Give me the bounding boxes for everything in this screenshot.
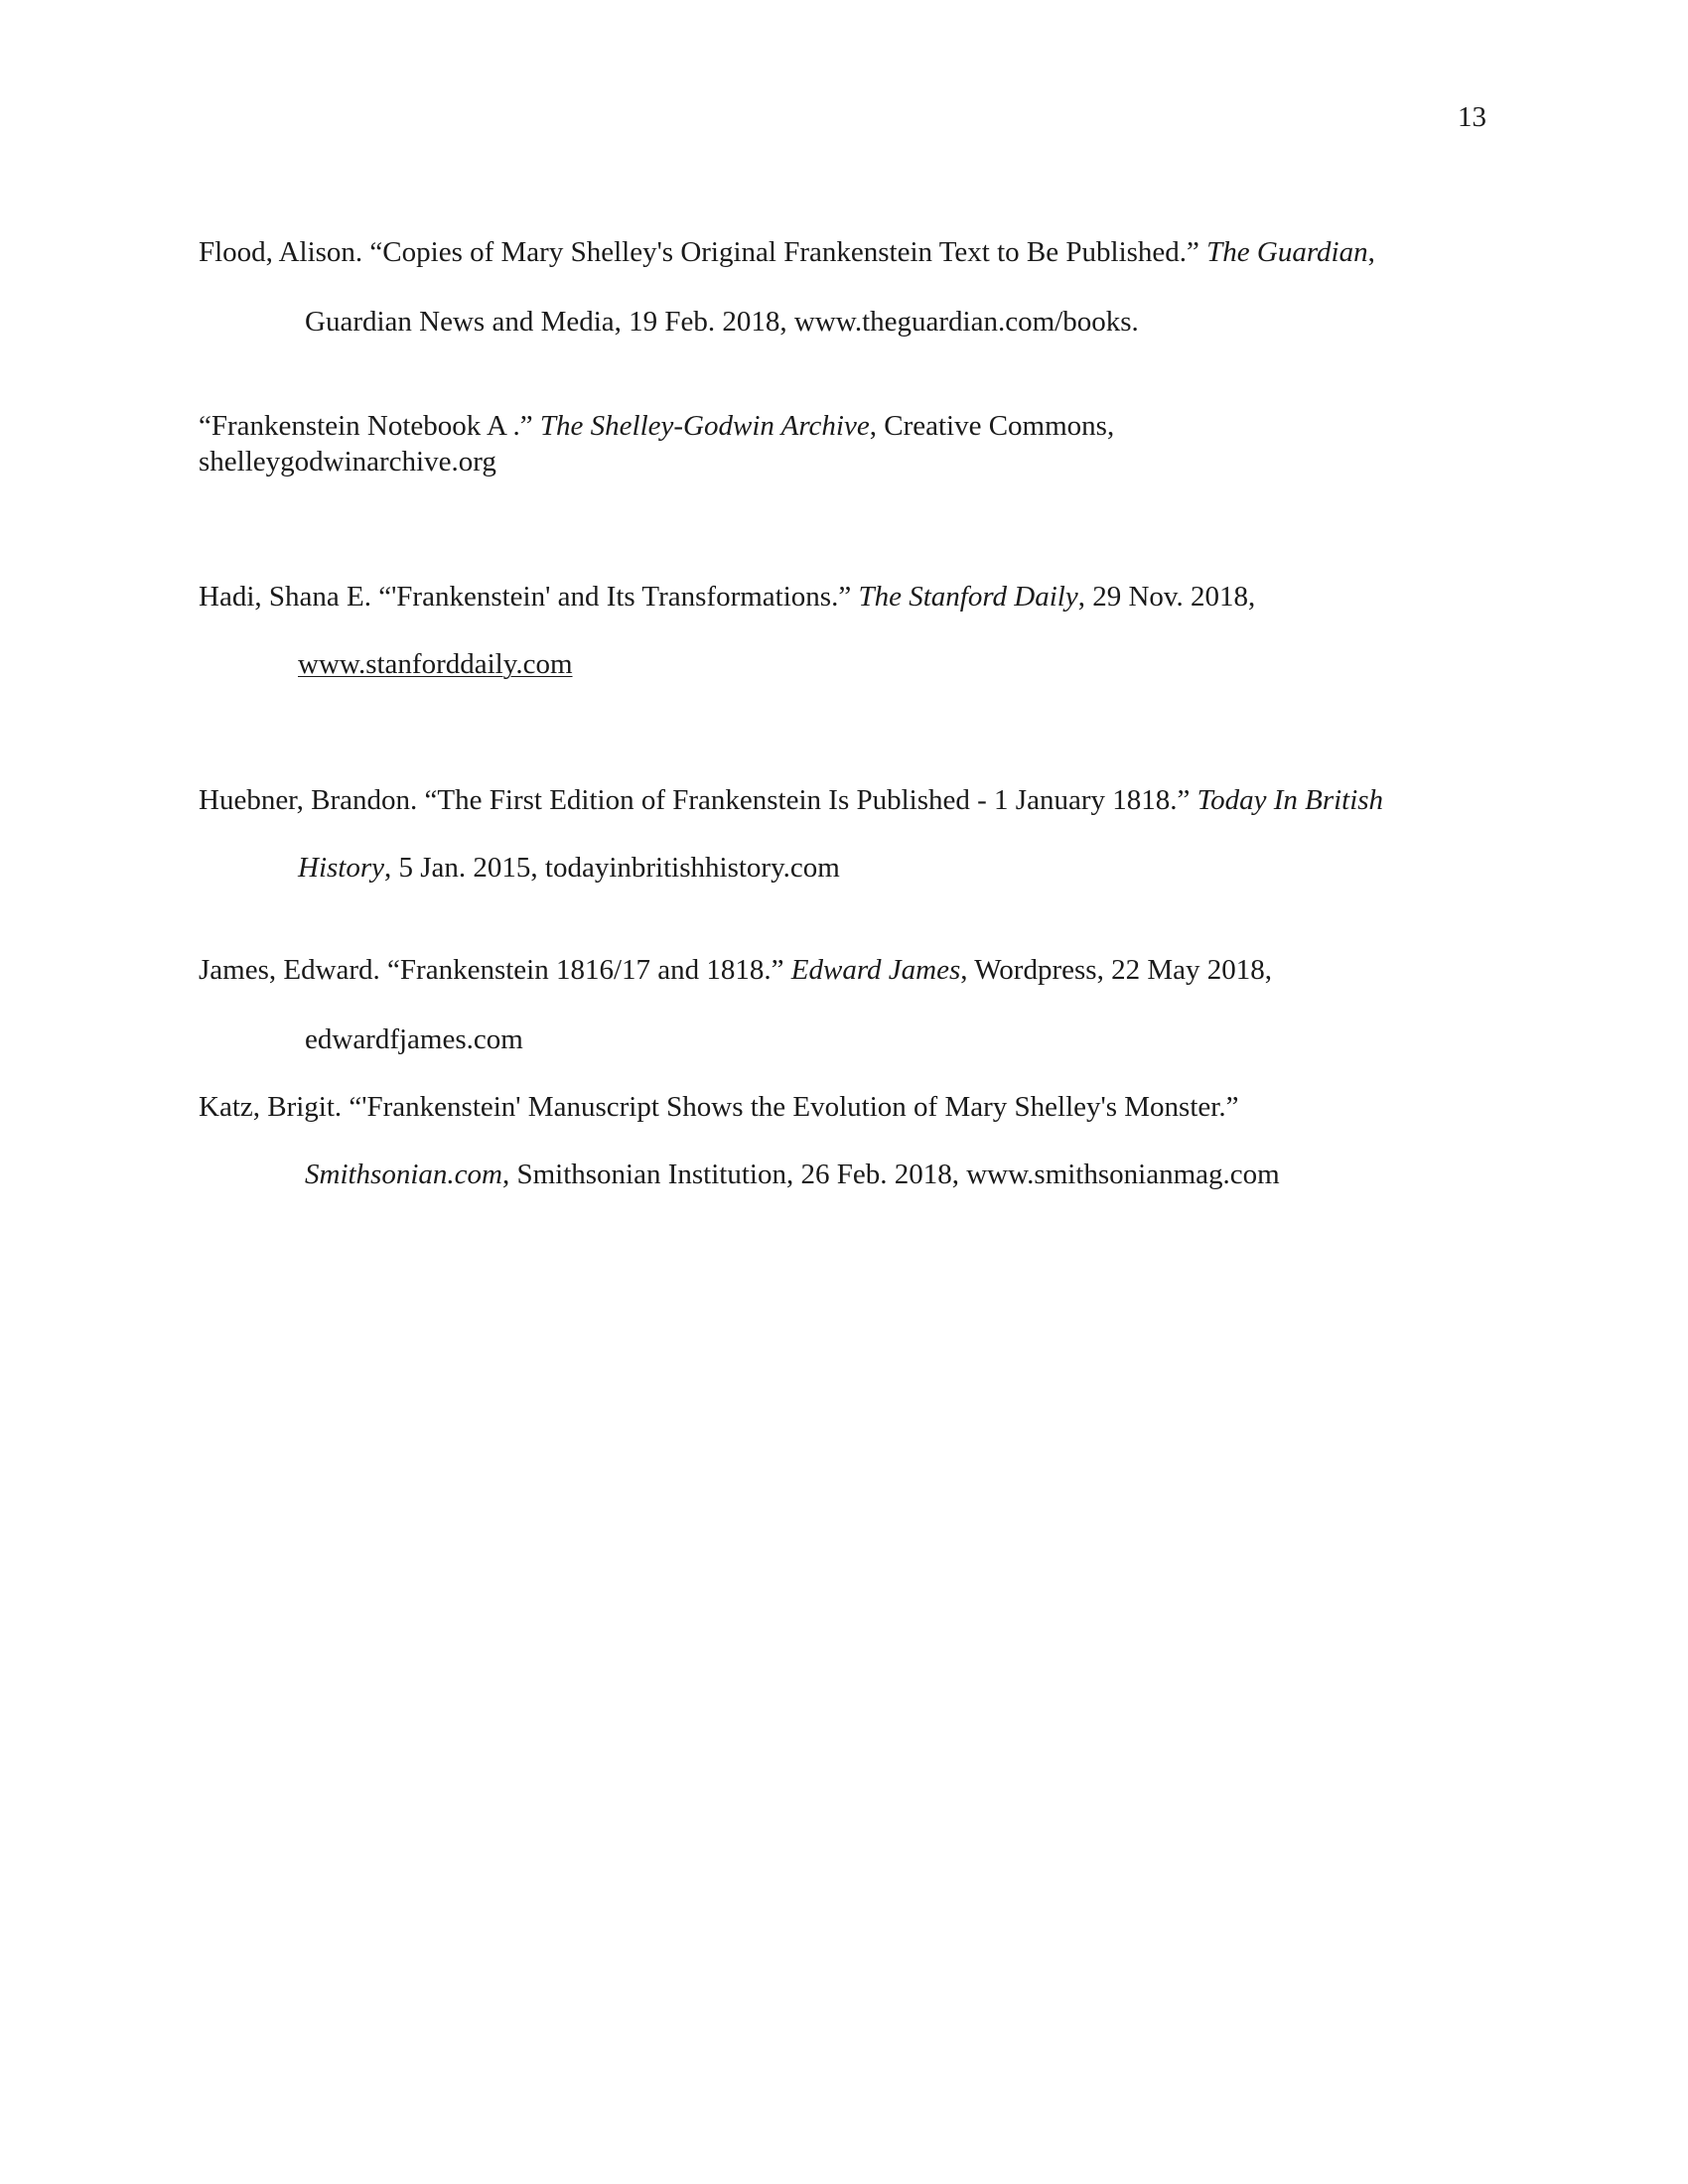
citation-katz-line-2 bbox=[305, 1160, 1280, 1189]
citation-huebner-line-1 bbox=[199, 786, 1383, 815]
citation-text: James, Edward. “Frankenstein 1816/17 and 1818.” bbox=[199, 954, 791, 986]
citation-notebook-line-1 bbox=[199, 412, 1114, 441]
citation-source-title: Edward James bbox=[790, 954, 961, 986]
citation-text: , 29 Nov. 2018, bbox=[1077, 581, 1256, 613]
citation-flood-line-2: Guardian News and Media, 19 Feb. 2018, www.theguardian.com/books. bbox=[305, 306, 1139, 338]
citation-source-title: Smithsonian.com bbox=[305, 1159, 502, 1190]
citation-hadi-line-1 bbox=[199, 583, 1255, 612]
citation-hadi-line-2 bbox=[298, 650, 573, 679]
citation-text: , 5 Jan. 2015, todayinbritishhistory.com bbox=[384, 852, 840, 884]
citation-text: , bbox=[1367, 236, 1375, 268]
citation-url-link[interactable]: www.stanforddaily.com bbox=[298, 648, 573, 680]
citation-text: Huebner, Brandon. “The First Edition of Frankenstein Is Published - 1 January 1818.” bbox=[199, 784, 1197, 816]
page-number: 13 bbox=[1458, 101, 1486, 133]
citation-flood-line-1 bbox=[199, 238, 1375, 267]
citation-text: , Smithsonian Institution, 26 Feb. 2018, www.smithsonianmag.com bbox=[501, 1159, 1280, 1190]
citation-source-title: The Guardian bbox=[1206, 236, 1368, 268]
citation-text: , Creative Commons, bbox=[869, 410, 1115, 442]
citation-text: , Wordpress, 22 May 2018, bbox=[960, 954, 1272, 986]
citation-james-line-2: edwardfjames.com bbox=[305, 1024, 523, 1055]
citation-source-title: The Stanford Daily bbox=[858, 581, 1078, 613]
citation-text: Flood, Alison. “Copies of Mary Shelley's Original Frankenstein Text to Be Published.” bbox=[199, 236, 1207, 268]
citation-source-title: History bbox=[298, 852, 384, 884]
citation-source-title: The Shelley-Godwin Archive bbox=[539, 410, 870, 442]
citation-james-line-1 bbox=[199, 956, 1272, 985]
citation-notebook-line-2: shelleygodwinarchive.org bbox=[199, 446, 496, 478]
citation-source-title: Today In British bbox=[1196, 784, 1384, 816]
citation-text: “Frankenstein Notebook A .” bbox=[199, 410, 540, 442]
citation-huebner-line-2 bbox=[298, 854, 840, 883]
citation-text: Hadi, Shana E. “'Frankenstein' and Its Transformations.” bbox=[199, 581, 859, 613]
citation-katz-line-1: Katz, Brigit. “'Frankenstein' Manuscript Shows the Evolution of Mary Shelley's Monster.” bbox=[199, 1091, 1239, 1123]
